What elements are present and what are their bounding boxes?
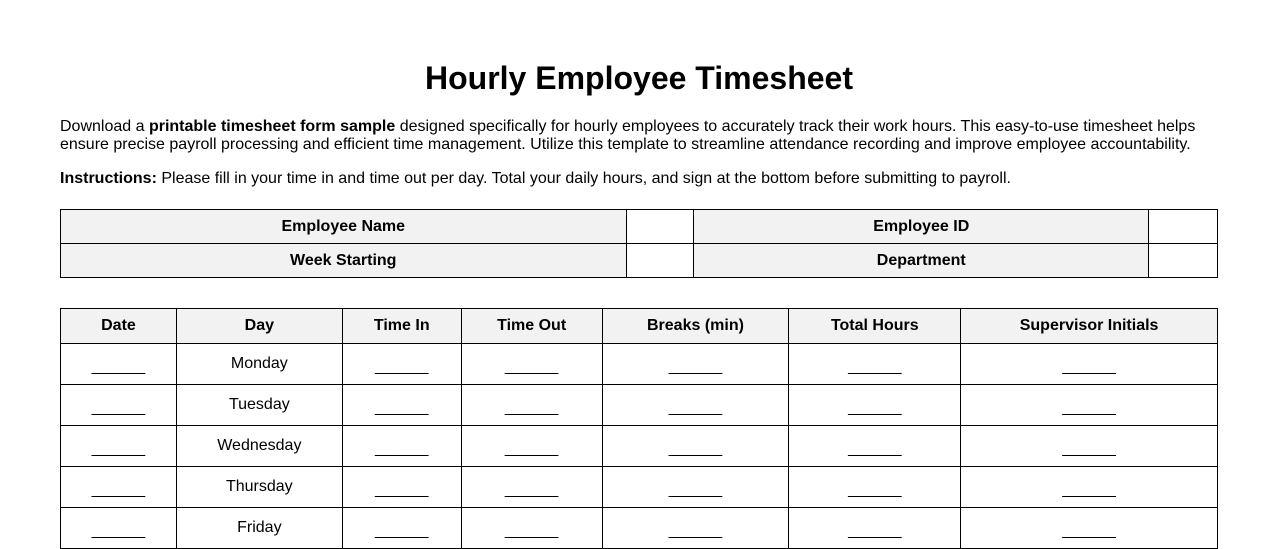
total-hours-field[interactable]: ______: [789, 385, 961, 426]
day-cell: Tuesday: [176, 385, 342, 426]
day-cell: Wednesday: [176, 426, 342, 467]
time-out-field[interactable]: ______: [461, 426, 602, 467]
col-header-supervisor-initials: Supervisor Initials: [961, 309, 1218, 344]
col-header-total-hours: Total Hours: [789, 309, 961, 344]
instructions-paragraph: [60, 170, 1218, 188]
supervisor-initials-field[interactable]: ______: [961, 426, 1218, 467]
employee-info-table: [60, 209, 1218, 278]
table-row: [61, 344, 1218, 385]
total-hours-field[interactable]: ______: [789, 344, 961, 385]
date-field[interactable]: ______: [61, 344, 177, 385]
supervisor-initials-field[interactable]: ______: [961, 385, 1218, 426]
time-out-field[interactable]: ______: [461, 467, 602, 508]
table-row: [61, 508, 1218, 549]
time-log-table: [60, 308, 1218, 549]
week-starting-field[interactable]: [626, 244, 694, 278]
intro-paragraph: [60, 118, 1218, 154]
breaks-field[interactable]: ______: [602, 508, 789, 549]
time-in-field[interactable]: ______: [342, 508, 461, 549]
col-header-breaks: Breaks (min): [602, 309, 789, 344]
info-row: [61, 210, 1218, 244]
header-row: [61, 309, 1218, 344]
breaks-field[interactable]: ______: [602, 467, 789, 508]
time-out-field[interactable]: ______: [461, 344, 602, 385]
col-header-day: Day: [176, 309, 342, 344]
date-field[interactable]: ______: [61, 385, 177, 426]
intro-suffix: designed specifically for hourly employees to accurately track their work hours. This easy-to-use timesheet helps ensure precise payroll processing and efficient time management. Utilize this template to streamline attendance recording and improve employee accountability.: [60, 118, 1196, 153]
department-label: Department: [694, 244, 1149, 278]
supervisor-initials-field[interactable]: ______: [961, 467, 1218, 508]
department-field[interactable]: [1149, 244, 1218, 278]
supervisor-initials-field[interactable]: ______: [961, 508, 1218, 549]
instructions-text: Please fill in your time in and time out per day. Total your daily hours, and sign at the bottom before submitting to payroll.: [156, 170, 1011, 187]
col-header-date: Date: [61, 309, 177, 344]
time-in-field[interactable]: ______: [342, 385, 461, 426]
employee-name-field[interactable]: [626, 210, 694, 244]
table-row: [61, 385, 1218, 426]
week-starting-label: Week Starting: [61, 244, 627, 278]
date-field[interactable]: ______: [61, 467, 177, 508]
day-cell: Thursday: [176, 467, 342, 508]
info-row: [61, 244, 1218, 278]
breaks-field[interactable]: ______: [602, 426, 789, 467]
col-header-time-out: Time Out: [461, 309, 602, 344]
intro-prefix: Download a: [60, 118, 149, 135]
instructions-label: Instructions:: [60, 170, 157, 187]
employee-id-label: Employee ID: [694, 210, 1149, 244]
date-field[interactable]: ______: [61, 508, 177, 549]
page-title: Hourly Employee Timesheet: [425, 60, 853, 96]
time-in-field[interactable]: ______: [342, 344, 461, 385]
day-cell: Monday: [176, 344, 342, 385]
table-row: [61, 467, 1218, 508]
employee-id-field[interactable]: [1149, 210, 1218, 244]
date-field[interactable]: ______: [61, 426, 177, 467]
employee-name-label: Employee Name: [61, 210, 627, 244]
time-out-field[interactable]: ______: [461, 508, 602, 549]
col-header-time-in: Time In: [342, 309, 461, 344]
day-cell: Friday: [176, 508, 342, 549]
time-in-field[interactable]: ______: [342, 426, 461, 467]
intro-bold-link-text: printable timesheet form sample: [148, 118, 396, 135]
total-hours-field[interactable]: ______: [789, 426, 961, 467]
time-out-field[interactable]: ______: [461, 385, 602, 426]
total-hours-field[interactable]: ______: [789, 467, 961, 508]
breaks-field[interactable]: ______: [602, 344, 789, 385]
breaks-field[interactable]: ______: [602, 385, 789, 426]
time-in-field[interactable]: ______: [342, 467, 461, 508]
supervisor-initials-field[interactable]: ______: [961, 344, 1218, 385]
total-hours-field[interactable]: ______: [789, 508, 961, 549]
table-row: [61, 426, 1218, 467]
